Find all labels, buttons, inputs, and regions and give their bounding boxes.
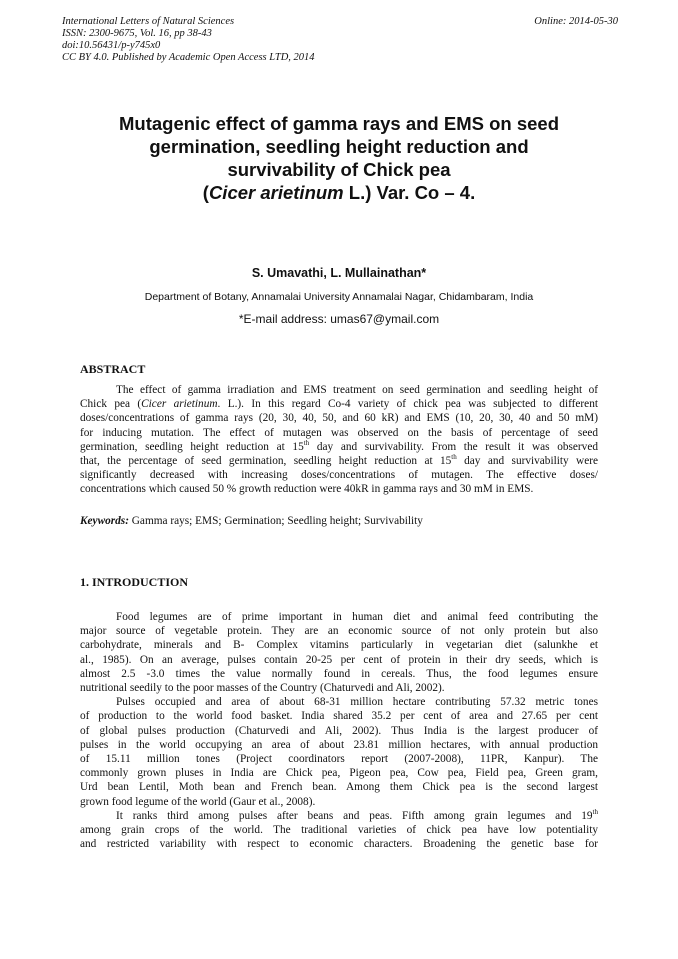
- introduction-body: [80, 610, 598, 851]
- intro-line: almost 2.5 -3.0 times the value normally found in cereals. Thus, the food legumes ensure: [80, 667, 598, 680]
- journal-header: [62, 16, 618, 64]
- intro-line: grown food legume of the world (Gaur et al., 2008).: [80, 795, 316, 808]
- abstract-line: doses/concentrations of gamma rays (20, 30, 40, 50, and 60 kR) and EMS (10, 20, 30, 40 and 50 mM): [80, 412, 598, 425]
- author-list: S. Umavathi, L. Mullainathan*: [251, 266, 427, 280]
- abstract-body: [80, 383, 598, 497]
- intro-line: of global pulses production (Chaturvedi and Ali, 2002). Thus India is the largest producer of: [80, 724, 598, 737]
- intro-line: nutritional seedily to the poor masses of the Country (Chaturvedi and Ali, 2002).: [80, 682, 445, 695]
- intro-line: major source of vegetable protein. They are an economic source of not only protein but also: [80, 625, 598, 638]
- title-line-2: germination, seedling height reduction and: [149, 136, 529, 157]
- intro-line: Urd bean Lentil, Moth bean and French bean. Among them Chick pea is the second largest: [80, 781, 598, 794]
- abstract-heading: ABSTRACT: [80, 362, 146, 376]
- keywords: [80, 515, 598, 527]
- intro-line: and restricted variability with respect to economic characters. Broadening the genetic base for: [80, 838, 598, 851]
- intro-line: It ranks third among pulses after beans and peas. Fifth among grain legumes and 19th: [116, 808, 598, 822]
- abstract-line: significantly decreased with increasing doses/concentrations of mutagen. The effective doses/: [80, 469, 598, 482]
- intro-line: Food legumes are of prime important in human diet and animal feed contributing the: [116, 611, 598, 623]
- abstract-line: concentrations which caused 50 % growth reduction were 40kR in gamma rays and 30 mM in EMS.: [80, 483, 534, 496]
- intro-line: among grain crops of the world. The traditional varieties of chick pea have low potentiality: [80, 824, 598, 837]
- title-paren: (: [202, 182, 209, 203]
- title-variety: L.) Var. Co – 4.: [343, 182, 476, 203]
- abstract-line: Chick pea (Cicer arietinum. L.). In this regard Co-4 variety of chick pea was subjected to different: [80, 398, 598, 411]
- title-line-3: survivability of Chick pea: [227, 159, 451, 180]
- intro-line: of production to the world food basket. India shared 35.2 per cent of area and 27.65 per cent: [80, 710, 598, 723]
- intro-line: Pulses occupied and area of about 68-31 million hectare contributing 57.32 metric tones: [116, 696, 598, 709]
- title-line-4: [80, 181, 598, 204]
- title-line-1: Mutagenic effect of gamma rays and EMS on seed: [119, 113, 559, 134]
- intro-line: al., 1985). On an average, pulses contain 20-25 per cent of protein in their dry seeds, which is: [80, 653, 598, 666]
- keywords-label: Keywords:: [80, 515, 129, 527]
- journal-doi: doi:10.56431/p-y745x0: [62, 40, 161, 51]
- online-date: Online: 2014-05-30: [534, 16, 618, 27]
- paper-title: [80, 112, 598, 204]
- abstract-line: that, the percentage of seed germination, seedling height reduction at 15th day and survivability were: [80, 453, 598, 468]
- journal-issn: ISSN: 2300-9675, Vol. 16, pp 38-43: [62, 28, 212, 39]
- intro-line: pulses in the world occupying an area of about 23.81 million hectares, with annual production: [80, 738, 598, 751]
- abstract-line: for inducing mutation. The effect of mutagen was observed on the basis of percentage of seed: [80, 426, 598, 439]
- journal-license: CC BY 4.0. Published by Academic Open Access LTD, 2014: [62, 52, 315, 63]
- affiliation: Department of Botany, Annamalai University Annamalai Nagar, Chidambaram, India: [144, 291, 534, 303]
- intro-line: of 15.11 million tones (Project coordinators report (2007-2008), 11PR, Kanpur). The: [80, 753, 598, 766]
- journal-name: International Letters of Natural Sciences: [62, 16, 235, 27]
- abstract-line: The effect of gamma irradiation and EMS treatment on seed germination and seedling height of: [116, 384, 598, 396]
- introduction-heading: 1. INTRODUCTION: [80, 575, 189, 589]
- abstract-line: germination, seedling height reduction at 15th day and survivability. From the result it was observed: [80, 439, 598, 453]
- intro-line: commonly grown pluses in India are Chick pea, Pigeon pea, Cow pea, Field pea, Green gram,: [80, 767, 598, 780]
- intro-line: carbohydrate, minerals and B- Complex vitamins particularly in vegetarian diet (salunkhe et: [80, 639, 598, 652]
- keywords-text: Gamma rays; EMS; Germination; Seedling height; Survivability: [128, 515, 423, 527]
- title-species: Cicer arietinum: [208, 182, 344, 203]
- contact-email: *E-mail address: umas67@ymail.com: [238, 312, 440, 326]
